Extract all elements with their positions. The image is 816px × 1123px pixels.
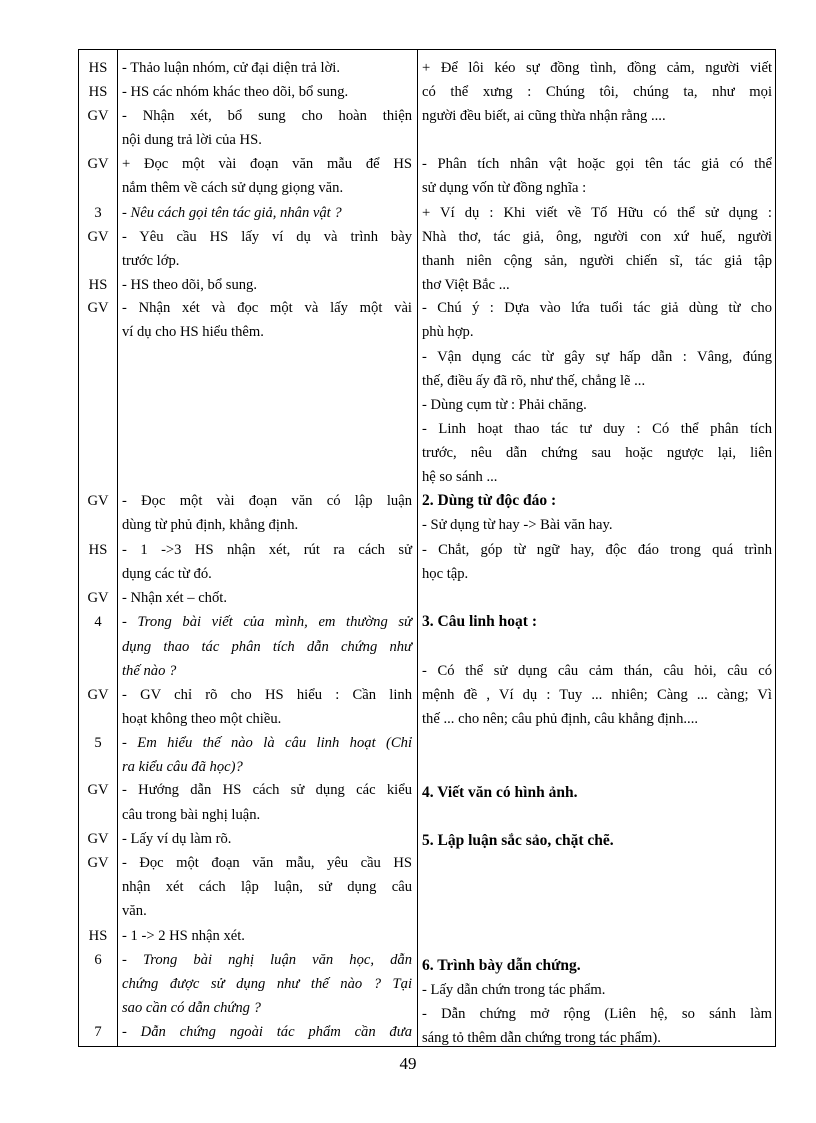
role-label: GV [87, 782, 109, 798]
activity-line: - Yêu cầu HS lấy ví dụ và trình bày [122, 229, 412, 245]
activity-line: dụng các từ đó. [122, 566, 212, 582]
content-line: - Linh hoạt thao tác tư duy : Có thể phân tích [422, 421, 772, 437]
content-line: trước, nêu dẫn chứng sau hoặc ngược lại, liên [422, 445, 772, 461]
section-heading: 6. Trình bày dẫn chứng. [422, 957, 581, 974]
content-line: - Có thể sử dụng câu cảm thán, câu hỏi, câu có [422, 663, 772, 679]
content-line: - Dẫn chứng mở rộng (Liên hệ, so sánh làm [422, 1006, 772, 1022]
content-line: - Sử dụng từ hay -> Bài văn hay. [422, 517, 613, 533]
role-label: GV [87, 855, 109, 871]
activity-line: - Nhận xét và đọc một và lấy một vài [122, 300, 412, 316]
content-line: thế, điều ấy đã rõ, như thế, chẳng lẽ ... [422, 373, 646, 389]
question-line: ra kiểu câu đã học)? [122, 759, 243, 775]
role-label: 7 [94, 1024, 102, 1040]
lesson-table [78, 49, 776, 1047]
content-line: thanh niên cộng sản, người chiến sĩ, tác giả tập [422, 253, 772, 269]
content-line: - Dùng cụm từ : Phải chăng. [422, 397, 587, 413]
activity-line: - 1 -> 2 HS nhận xét. [122, 928, 245, 944]
content-line: mệnh đề , Ví dụ : Tuy ... nhiên; Càng ... càng; Vì [422, 687, 772, 703]
activity-line: - Đọc một vài đoạn văn có lập luận [122, 493, 412, 509]
question-line: dụng thao tác phân tích dẫn chứng như [122, 639, 412, 655]
activity-line: nắm thêm về cách sử dụng giọng văn. [122, 180, 344, 196]
role-label: GV [87, 156, 109, 172]
role-label: HS [88, 542, 108, 558]
content-line: có thể xưng : Chúng tôi, chúng ta, như mọi [422, 84, 772, 100]
role-label: HS [88, 277, 108, 293]
question-line: sao cần có dẫn chứng ? [122, 1000, 261, 1016]
section-heading: 4. Viết văn có hình ảnh. [422, 784, 578, 801]
content-line: thế ... cho nên; câu phủ định, câu khẳng định.... [422, 711, 698, 727]
activity-line: - Đọc một đoạn văn mẫu, yêu cầu HS [122, 855, 412, 871]
role-label: 5 [94, 735, 102, 751]
content-line: - Lấy dẫn chứn trong tác phẩm. [422, 982, 606, 998]
page-number: 49 [399, 1054, 417, 1073]
activity-line: nội dung trả lời của HS. [122, 132, 262, 148]
content-line: - Phân tích nhân vật hoặc gọi tên tác giả có thể [422, 156, 772, 172]
content-line: thơ Việt Bắc ... [422, 277, 510, 293]
activity-line: + Đọc một vài đoạn văn mẫu để HS [122, 156, 412, 172]
role-label: HS [88, 60, 108, 76]
question-line: thế nào ? [122, 663, 177, 679]
activity-line: - 1 ->3 HS nhận xét, rút ra cách sử [122, 542, 412, 558]
content-line: học tập. [422, 566, 469, 582]
role-label: 6 [94, 952, 102, 968]
question-line: - Nêu cách gọi tên tác giả, nhân vật ? [122, 205, 342, 221]
role-label: 3 [94, 205, 102, 221]
question-line: - Trong bài nghị luận văn học, dẫn [122, 952, 412, 968]
role-label: HS [88, 84, 108, 100]
content-line: người đều biết, ai cũng thừa nhận rằng .... [422, 108, 666, 124]
activity-line: - Thảo luận nhóm, cử đại diện trả lời. [122, 60, 340, 76]
section-heading: 2. Dùng từ độc đáo : [422, 492, 557, 509]
activity-line: - HS theo dõi, bổ sung. [122, 277, 257, 293]
role-label: GV [87, 229, 109, 245]
question-line: chứng được sử dụng như thế nào ? Tại [122, 976, 412, 992]
activity-line: câu trong bài nghị luận. [122, 807, 261, 823]
content-line: + Để lôi kéo sự đồng tình, đồng cảm, người viết [422, 60, 772, 76]
question-line: - Trong bài viết của mình, em thường sử [122, 614, 412, 630]
column-divider [117, 50, 118, 1046]
question-line: - Em hiểu thế nào là câu linh hoạt (Chỉ [122, 735, 412, 751]
role-label: GV [87, 300, 109, 316]
content-line: Nhà thơ, tác giả, ông, người con xứ huế, người [422, 229, 772, 245]
content-line: sử dụng vốn từ đồng nghĩa : [422, 180, 587, 196]
content-line: phù hợp. [422, 324, 474, 340]
role-label: GV [87, 687, 109, 703]
activity-line: trước lớp. [122, 253, 180, 269]
content-line: - Vận dụng các từ gây sự hấp dẫn : Vâng, đúng [422, 349, 772, 365]
activity-line: - GV chỉ rõ cho HS hiểu : Cần linh [122, 687, 412, 703]
role-label: GV [87, 493, 109, 509]
role-label: 4 [94, 614, 102, 630]
activity-line: hoạt không theo một chiều. [122, 711, 282, 727]
activity-line: văn. [122, 903, 147, 919]
question-line: - Dẫn chứng ngoài tác phẩm cần đưa [122, 1024, 412, 1040]
activity-line: - Lấy ví dụ làm rõ. [122, 831, 232, 847]
activity-line: dùng từ phủ định, khẳng định. [122, 517, 299, 533]
role-label: HS [88, 928, 108, 944]
activity-line: - Nhận xét – chốt. [122, 590, 227, 606]
activity-line: - Hướng dẫn HS cách sử dụng các kiểu [122, 782, 412, 798]
section-heading: 5. Lập luận sắc sảo, chặt chẽ. [422, 832, 614, 849]
role-label: GV [87, 831, 109, 847]
activity-line: nhận xét cách lập luận, sử dụng câu [122, 879, 412, 895]
column-divider [417, 50, 418, 1046]
role-label: GV [87, 108, 109, 124]
content-line: - Chắt, góp từ ngữ hay, độc đáo trong quá trình [422, 542, 772, 558]
role-label: GV [87, 590, 109, 606]
activity-line: - Nhận xét, bổ sung cho hoàn thiện [122, 108, 412, 124]
content-line: + Ví dụ : Khi viết về Tố Hữu có thể sử dụng : [422, 205, 772, 221]
activity-line: ví dụ cho HS hiểu thêm. [122, 324, 264, 340]
content-line: - Chú ý : Dựa vào lứa tuổi tác giả dùng từ cho [422, 300, 772, 316]
content-line: hệ so sánh ... [422, 469, 498, 485]
content-line: sáng tỏ thêm dẫn chứng trong tác phẩm). [422, 1030, 661, 1046]
section-heading: 3. Câu linh hoạt : [422, 613, 537, 630]
activity-line: - HS các nhóm khác theo dõi, bổ sung. [122, 84, 349, 100]
